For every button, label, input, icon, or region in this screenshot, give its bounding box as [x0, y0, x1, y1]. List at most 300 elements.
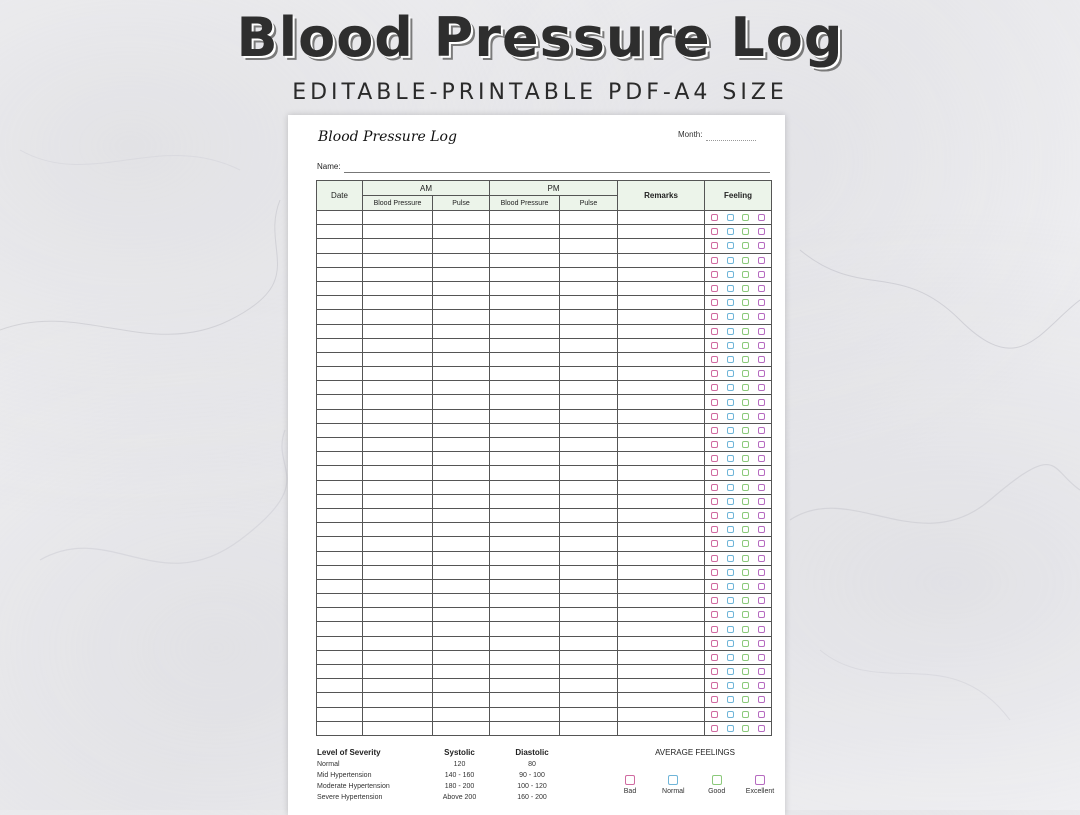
pm-pulse-cell[interactable]	[560, 537, 618, 551]
am-pulse-cell[interactable]	[433, 267, 490, 281]
normal-face-icon[interactable]	[727, 654, 734, 661]
am-blood-pressure-cell[interactable]	[363, 324, 433, 338]
good-face-icon[interactable]	[742, 342, 749, 349]
am-blood-pressure-cell[interactable]	[363, 537, 433, 551]
am-blood-pressure-cell[interactable]	[363, 622, 433, 636]
am-pulse-cell[interactable]	[433, 608, 490, 622]
pm-blood-pressure-cell[interactable]	[490, 707, 560, 721]
date-cell[interactable]	[317, 480, 363, 494]
good-face-icon[interactable]	[742, 469, 749, 476]
date-cell[interactable]	[317, 551, 363, 565]
pm-pulse-cell[interactable]	[560, 650, 618, 664]
am-pulse-cell[interactable]	[433, 551, 490, 565]
good-face-icon[interactable]	[742, 228, 749, 235]
date-cell[interactable]	[317, 338, 363, 352]
pm-pulse-cell[interactable]	[560, 679, 618, 693]
pm-pulse-cell[interactable]	[560, 466, 618, 480]
excellent-face-icon[interactable]	[758, 356, 765, 363]
pm-blood-pressure-cell[interactable]	[490, 721, 560, 735]
am-pulse-cell[interactable]	[433, 409, 490, 423]
good-face-icon[interactable]	[742, 583, 749, 590]
pm-blood-pressure-cell[interactable]	[490, 438, 560, 452]
date-cell[interactable]	[317, 693, 363, 707]
average-excellent[interactable]	[740, 775, 780, 795]
normal-face-icon[interactable]	[727, 356, 734, 363]
pm-pulse-cell[interactable]	[560, 267, 618, 281]
bad-face-icon[interactable]	[711, 469, 718, 476]
pm-blood-pressure-cell[interactable]	[490, 537, 560, 551]
pm-blood-pressure-cell[interactable]	[490, 650, 560, 664]
bad-face-icon[interactable]	[711, 271, 718, 278]
bad-face-icon[interactable]	[711, 611, 718, 618]
pm-pulse-cell[interactable]	[560, 324, 618, 338]
remarks-cell[interactable]	[618, 622, 705, 636]
am-pulse-cell[interactable]	[433, 565, 490, 579]
remarks-cell[interactable]	[618, 310, 705, 324]
normal-face-icon[interactable]	[727, 228, 734, 235]
am-blood-pressure-cell[interactable]	[363, 494, 433, 508]
good-face-icon[interactable]	[742, 555, 749, 562]
remarks-cell[interactable]	[618, 324, 705, 338]
good-face-icon[interactable]	[742, 214, 749, 221]
good-face-icon[interactable]	[742, 640, 749, 647]
pm-blood-pressure-cell[interactable]	[490, 594, 560, 608]
excellent-face-icon[interactable]	[758, 370, 765, 377]
normal-face-icon[interactable]	[727, 540, 734, 547]
am-pulse-cell[interactable]	[433, 594, 490, 608]
date-cell[interactable]	[317, 636, 363, 650]
good-face-icon[interactable]	[742, 399, 749, 406]
am-blood-pressure-cell[interactable]	[363, 395, 433, 409]
bad-face-icon[interactable]	[711, 526, 718, 533]
am-pulse-cell[interactable]	[433, 253, 490, 267]
date-cell[interactable]	[317, 650, 363, 664]
date-cell[interactable]	[317, 239, 363, 253]
normal-face-icon[interactable]	[727, 427, 734, 434]
remarks-cell[interactable]	[618, 267, 705, 281]
excellent-face-icon[interactable]	[758, 682, 765, 689]
pm-blood-pressure-cell[interactable]	[490, 423, 560, 437]
bad-face-icon[interactable]	[711, 356, 718, 363]
am-pulse-cell[interactable]	[433, 480, 490, 494]
normal-face-icon[interactable]	[727, 696, 734, 703]
pm-pulse-cell[interactable]	[560, 622, 618, 636]
am-pulse-cell[interactable]	[433, 211, 490, 225]
bad-face-icon[interactable]	[711, 626, 718, 633]
pm-blood-pressure-cell[interactable]	[490, 211, 560, 225]
pm-pulse-cell[interactable]	[560, 225, 618, 239]
bad-face-icon[interactable]	[711, 725, 718, 732]
bad-face-icon[interactable]	[711, 427, 718, 434]
date-cell[interactable]	[317, 466, 363, 480]
date-cell[interactable]	[317, 721, 363, 735]
good-face-icon[interactable]	[742, 682, 749, 689]
excellent-face-icon[interactable]	[758, 271, 765, 278]
am-pulse-cell[interactable]	[433, 721, 490, 735]
bad-face-icon[interactable]	[711, 682, 718, 689]
good-face-icon[interactable]	[742, 484, 749, 491]
am-pulse-cell[interactable]	[433, 622, 490, 636]
pm-blood-pressure-cell[interactable]	[490, 352, 560, 366]
date-cell[interactable]	[317, 296, 363, 310]
normal-face-icon[interactable]	[727, 285, 734, 292]
am-pulse-cell[interactable]	[433, 707, 490, 721]
am-blood-pressure-cell[interactable]	[363, 381, 433, 395]
normal-face-icon[interactable]	[727, 555, 734, 562]
pm-blood-pressure-cell[interactable]	[490, 608, 560, 622]
am-blood-pressure-cell[interactable]	[363, 310, 433, 324]
date-cell[interactable]	[317, 494, 363, 508]
good-face-icon[interactable]	[742, 512, 749, 519]
excellent-face-icon[interactable]	[758, 484, 765, 491]
bad-face-icon[interactable]	[711, 413, 718, 420]
am-blood-pressure-cell[interactable]	[363, 281, 433, 295]
excellent-face-icon[interactable]	[758, 725, 765, 732]
pm-pulse-cell[interactable]	[560, 721, 618, 735]
good-face-icon[interactable]	[742, 569, 749, 576]
remarks-cell[interactable]	[618, 523, 705, 537]
excellent-face-icon[interactable]	[758, 526, 765, 533]
pm-pulse-cell[interactable]	[560, 579, 618, 593]
am-blood-pressure-cell[interactable]	[363, 239, 433, 253]
normal-face-icon[interactable]	[727, 512, 734, 519]
normal-face-icon[interactable]	[727, 725, 734, 732]
normal-face-icon[interactable]	[727, 242, 734, 249]
pm-pulse-cell[interactable]	[560, 239, 618, 253]
normal-face-icon[interactable]	[727, 583, 734, 590]
normal-face-icon[interactable]	[727, 399, 734, 406]
remarks-cell[interactable]	[618, 608, 705, 622]
am-pulse-cell[interactable]	[433, 665, 490, 679]
good-face-icon[interactable]	[742, 540, 749, 547]
excellent-face-icon[interactable]	[758, 214, 765, 221]
date-cell[interactable]	[317, 438, 363, 452]
pm-pulse-cell[interactable]	[560, 594, 618, 608]
normal-face-icon[interactable]	[727, 257, 734, 264]
remarks-cell[interactable]	[618, 452, 705, 466]
normal-face-icon[interactable]	[727, 597, 734, 604]
remarks-cell[interactable]	[618, 551, 705, 565]
normal-face-icon[interactable]	[727, 498, 734, 505]
good-face-icon[interactable]	[742, 257, 749, 264]
remarks-cell[interactable]	[618, 281, 705, 295]
pm-pulse-cell[interactable]	[560, 438, 618, 452]
pm-blood-pressure-cell[interactable]	[490, 622, 560, 636]
excellent-face-icon[interactable]	[758, 640, 765, 647]
good-face-icon[interactable]	[742, 696, 749, 703]
am-blood-pressure-cell[interactable]	[363, 707, 433, 721]
normal-face-icon[interactable]	[727, 299, 734, 306]
excellent-face-icon[interactable]	[758, 540, 765, 547]
bad-face-icon[interactable]	[711, 711, 718, 718]
pm-pulse-cell[interactable]	[560, 551, 618, 565]
pm-pulse-cell[interactable]	[560, 296, 618, 310]
am-pulse-cell[interactable]	[433, 296, 490, 310]
date-cell[interactable]	[317, 253, 363, 267]
pm-blood-pressure-cell[interactable]	[490, 409, 560, 423]
pm-blood-pressure-cell[interactable]	[490, 494, 560, 508]
am-blood-pressure-cell[interactable]	[363, 608, 433, 622]
bad-face-icon[interactable]	[711, 342, 718, 349]
date-cell[interactable]	[317, 707, 363, 721]
pm-pulse-cell[interactable]	[560, 693, 618, 707]
am-blood-pressure-cell[interactable]	[363, 225, 433, 239]
remarks-cell[interactable]	[618, 338, 705, 352]
am-pulse-cell[interactable]	[433, 281, 490, 295]
normal-face-icon[interactable]	[727, 626, 734, 633]
good-face-icon[interactable]	[742, 654, 749, 661]
am-pulse-cell[interactable]	[433, 225, 490, 239]
pm-blood-pressure-cell[interactable]	[490, 225, 560, 239]
pm-blood-pressure-cell[interactable]	[490, 296, 560, 310]
bad-face-icon[interactable]	[711, 540, 718, 547]
excellent-face-icon[interactable]	[758, 285, 765, 292]
good-face-icon[interactable]	[742, 597, 749, 604]
excellent-face-icon[interactable]	[758, 498, 765, 505]
date-cell[interactable]	[317, 665, 363, 679]
normal-face-icon[interactable]	[727, 342, 734, 349]
am-blood-pressure-cell[interactable]	[363, 523, 433, 537]
excellent-face-icon[interactable]	[758, 313, 765, 320]
remarks-cell[interactable]	[618, 466, 705, 480]
excellent-face-icon[interactable]	[758, 512, 765, 519]
remarks-cell[interactable]	[618, 721, 705, 735]
am-pulse-cell[interactable]	[433, 438, 490, 452]
am-pulse-cell[interactable]	[433, 423, 490, 437]
am-blood-pressure-cell[interactable]	[363, 352, 433, 366]
am-blood-pressure-cell[interactable]	[363, 721, 433, 735]
remarks-cell[interactable]	[618, 679, 705, 693]
remarks-cell[interactable]	[618, 579, 705, 593]
excellent-face-icon[interactable]	[758, 228, 765, 235]
normal-face-icon[interactable]	[727, 370, 734, 377]
remarks-cell[interactable]	[618, 296, 705, 310]
pm-pulse-cell[interactable]	[560, 608, 618, 622]
pm-pulse-cell[interactable]	[560, 253, 618, 267]
pm-blood-pressure-cell[interactable]	[490, 480, 560, 494]
pm-blood-pressure-cell[interactable]	[490, 367, 560, 381]
name-field[interactable]	[344, 172, 770, 173]
normal-face-icon[interactable]	[727, 271, 734, 278]
am-blood-pressure-cell[interactable]	[363, 650, 433, 664]
pm-blood-pressure-cell[interactable]	[490, 466, 560, 480]
normal-face-icon[interactable]	[727, 469, 734, 476]
excellent-face-icon[interactable]	[758, 384, 765, 391]
am-pulse-cell[interactable]	[433, 494, 490, 508]
normal-face-icon[interactable]	[727, 611, 734, 618]
bad-face-icon[interactable]	[711, 370, 718, 377]
pm-pulse-cell[interactable]	[560, 565, 618, 579]
bad-face-icon[interactable]	[711, 399, 718, 406]
remarks-cell[interactable]	[618, 665, 705, 679]
remarks-cell[interactable]	[618, 650, 705, 664]
am-blood-pressure-cell[interactable]	[363, 679, 433, 693]
am-pulse-cell[interactable]	[433, 338, 490, 352]
good-face-icon[interactable]	[742, 725, 749, 732]
normal-face-icon[interactable]	[727, 313, 734, 320]
bad-face-icon[interactable]	[711, 299, 718, 306]
excellent-face-icon[interactable]	[758, 328, 765, 335]
excellent-face-icon[interactable]	[758, 455, 765, 462]
bad-face-icon[interactable]	[711, 498, 718, 505]
date-cell[interactable]	[317, 594, 363, 608]
remarks-cell[interactable]	[618, 423, 705, 437]
date-cell[interactable]	[317, 423, 363, 437]
remarks-cell[interactable]	[618, 395, 705, 409]
excellent-face-icon[interactable]	[758, 299, 765, 306]
pm-blood-pressure-cell[interactable]	[490, 508, 560, 522]
bad-face-icon[interactable]	[711, 257, 718, 264]
pm-pulse-cell[interactable]	[560, 508, 618, 522]
am-blood-pressure-cell[interactable]	[363, 466, 433, 480]
am-pulse-cell[interactable]	[433, 352, 490, 366]
am-pulse-cell[interactable]	[433, 367, 490, 381]
good-face-icon[interactable]	[742, 285, 749, 292]
normal-face-icon[interactable]	[727, 682, 734, 689]
bad-face-icon[interactable]	[711, 441, 718, 448]
excellent-face-icon[interactable]	[758, 611, 765, 618]
good-face-icon[interactable]	[742, 299, 749, 306]
pm-pulse-cell[interactable]	[560, 636, 618, 650]
am-pulse-cell[interactable]	[433, 324, 490, 338]
excellent-face-icon[interactable]	[758, 242, 765, 249]
remarks-cell[interactable]	[618, 537, 705, 551]
pm-pulse-cell[interactable]	[560, 338, 618, 352]
normal-face-icon[interactable]	[727, 455, 734, 462]
bad-face-icon[interactable]	[711, 583, 718, 590]
am-blood-pressure-cell[interactable]	[363, 438, 433, 452]
good-face-icon[interactable]	[742, 526, 749, 533]
bad-face-icon[interactable]	[711, 654, 718, 661]
date-cell[interactable]	[317, 679, 363, 693]
excellent-face-icon[interactable]	[758, 583, 765, 590]
pm-pulse-cell[interactable]	[560, 452, 618, 466]
excellent-face-icon[interactable]	[758, 626, 765, 633]
bad-face-icon[interactable]	[711, 228, 718, 235]
normal-face-icon[interactable]	[727, 668, 734, 675]
am-blood-pressure-cell[interactable]	[363, 296, 433, 310]
remarks-cell[interactable]	[618, 508, 705, 522]
bad-face-icon[interactable]	[711, 696, 718, 703]
excellent-face-icon[interactable]	[758, 569, 765, 576]
pm-pulse-cell[interactable]	[560, 310, 618, 324]
bad-face-icon[interactable]	[711, 640, 718, 647]
excellent-face-icon[interactable]	[758, 555, 765, 562]
excellent-face-icon[interactable]	[758, 668, 765, 675]
pm-pulse-cell[interactable]	[560, 367, 618, 381]
excellent-face-icon[interactable]	[758, 441, 765, 448]
pm-pulse-cell[interactable]	[560, 409, 618, 423]
date-cell[interactable]	[317, 267, 363, 281]
remarks-cell[interactable]	[618, 367, 705, 381]
remarks-cell[interactable]	[618, 381, 705, 395]
am-blood-pressure-cell[interactable]	[363, 409, 433, 423]
good-face-icon[interactable]	[742, 611, 749, 618]
remarks-cell[interactable]	[618, 693, 705, 707]
excellent-face-icon[interactable]	[758, 413, 765, 420]
normal-face-icon[interactable]	[727, 640, 734, 647]
excellent-face-icon[interactable]	[758, 654, 765, 661]
remarks-cell[interactable]	[618, 707, 705, 721]
excellent-face-icon[interactable]	[758, 597, 765, 604]
remarks-cell[interactable]	[618, 352, 705, 366]
remarks-cell[interactable]	[618, 494, 705, 508]
pm-pulse-cell[interactable]	[560, 665, 618, 679]
good-face-icon[interactable]	[742, 455, 749, 462]
am-blood-pressure-cell[interactable]	[363, 367, 433, 381]
bad-face-icon[interactable]	[711, 597, 718, 604]
date-cell[interactable]	[317, 281, 363, 295]
remarks-cell[interactable]	[618, 594, 705, 608]
good-face-icon[interactable]	[742, 498, 749, 505]
pm-pulse-cell[interactable]	[560, 707, 618, 721]
excellent-face-icon[interactable]	[758, 711, 765, 718]
am-blood-pressure-cell[interactable]	[363, 636, 433, 650]
bad-face-icon[interactable]	[711, 569, 718, 576]
date-cell[interactable]	[317, 622, 363, 636]
bad-face-icon[interactable]	[711, 328, 718, 335]
bad-face-icon[interactable]	[711, 512, 718, 519]
good-face-icon[interactable]	[742, 427, 749, 434]
normal-face-icon[interactable]	[727, 484, 734, 491]
pm-blood-pressure-cell[interactable]	[490, 679, 560, 693]
remarks-cell[interactable]	[618, 409, 705, 423]
remarks-cell[interactable]	[618, 480, 705, 494]
remarks-cell[interactable]	[618, 438, 705, 452]
pm-pulse-cell[interactable]	[560, 523, 618, 537]
good-face-icon[interactable]	[742, 370, 749, 377]
am-pulse-cell[interactable]	[433, 452, 490, 466]
am-pulse-cell[interactable]	[433, 523, 490, 537]
good-face-icon[interactable]	[742, 384, 749, 391]
date-cell[interactable]	[317, 537, 363, 551]
date-cell[interactable]	[317, 395, 363, 409]
excellent-face-icon[interactable]	[758, 342, 765, 349]
remarks-cell[interactable]	[618, 565, 705, 579]
pm-blood-pressure-cell[interactable]	[490, 338, 560, 352]
pm-blood-pressure-cell[interactable]	[490, 381, 560, 395]
excellent-face-icon[interactable]	[758, 696, 765, 703]
pm-blood-pressure-cell[interactable]	[490, 253, 560, 267]
remarks-cell[interactable]	[618, 211, 705, 225]
bad-face-icon[interactable]	[711, 455, 718, 462]
am-pulse-cell[interactable]	[433, 466, 490, 480]
am-pulse-cell[interactable]	[433, 310, 490, 324]
am-blood-pressure-cell[interactable]	[363, 423, 433, 437]
bad-face-icon[interactable]	[711, 313, 718, 320]
bad-face-icon[interactable]	[711, 285, 718, 292]
pm-blood-pressure-cell[interactable]	[490, 239, 560, 253]
good-face-icon[interactable]	[742, 413, 749, 420]
am-blood-pressure-cell[interactable]	[363, 211, 433, 225]
good-face-icon[interactable]	[742, 328, 749, 335]
good-face-icon[interactable]	[742, 242, 749, 249]
normal-face-icon[interactable]	[727, 413, 734, 420]
pm-blood-pressure-cell[interactable]	[490, 523, 560, 537]
am-pulse-cell[interactable]	[433, 381, 490, 395]
date-cell[interactable]	[317, 310, 363, 324]
normal-face-icon[interactable]	[727, 441, 734, 448]
average-bad[interactable]	[610, 775, 650, 795]
am-pulse-cell[interactable]	[433, 508, 490, 522]
normal-face-icon[interactable]	[727, 328, 734, 335]
pm-blood-pressure-cell[interactable]	[490, 551, 560, 565]
pm-pulse-cell[interactable]	[560, 211, 618, 225]
pm-blood-pressure-cell[interactable]	[490, 281, 560, 295]
date-cell[interactable]	[317, 508, 363, 522]
average-normal[interactable]	[653, 775, 693, 795]
date-cell[interactable]	[317, 381, 363, 395]
